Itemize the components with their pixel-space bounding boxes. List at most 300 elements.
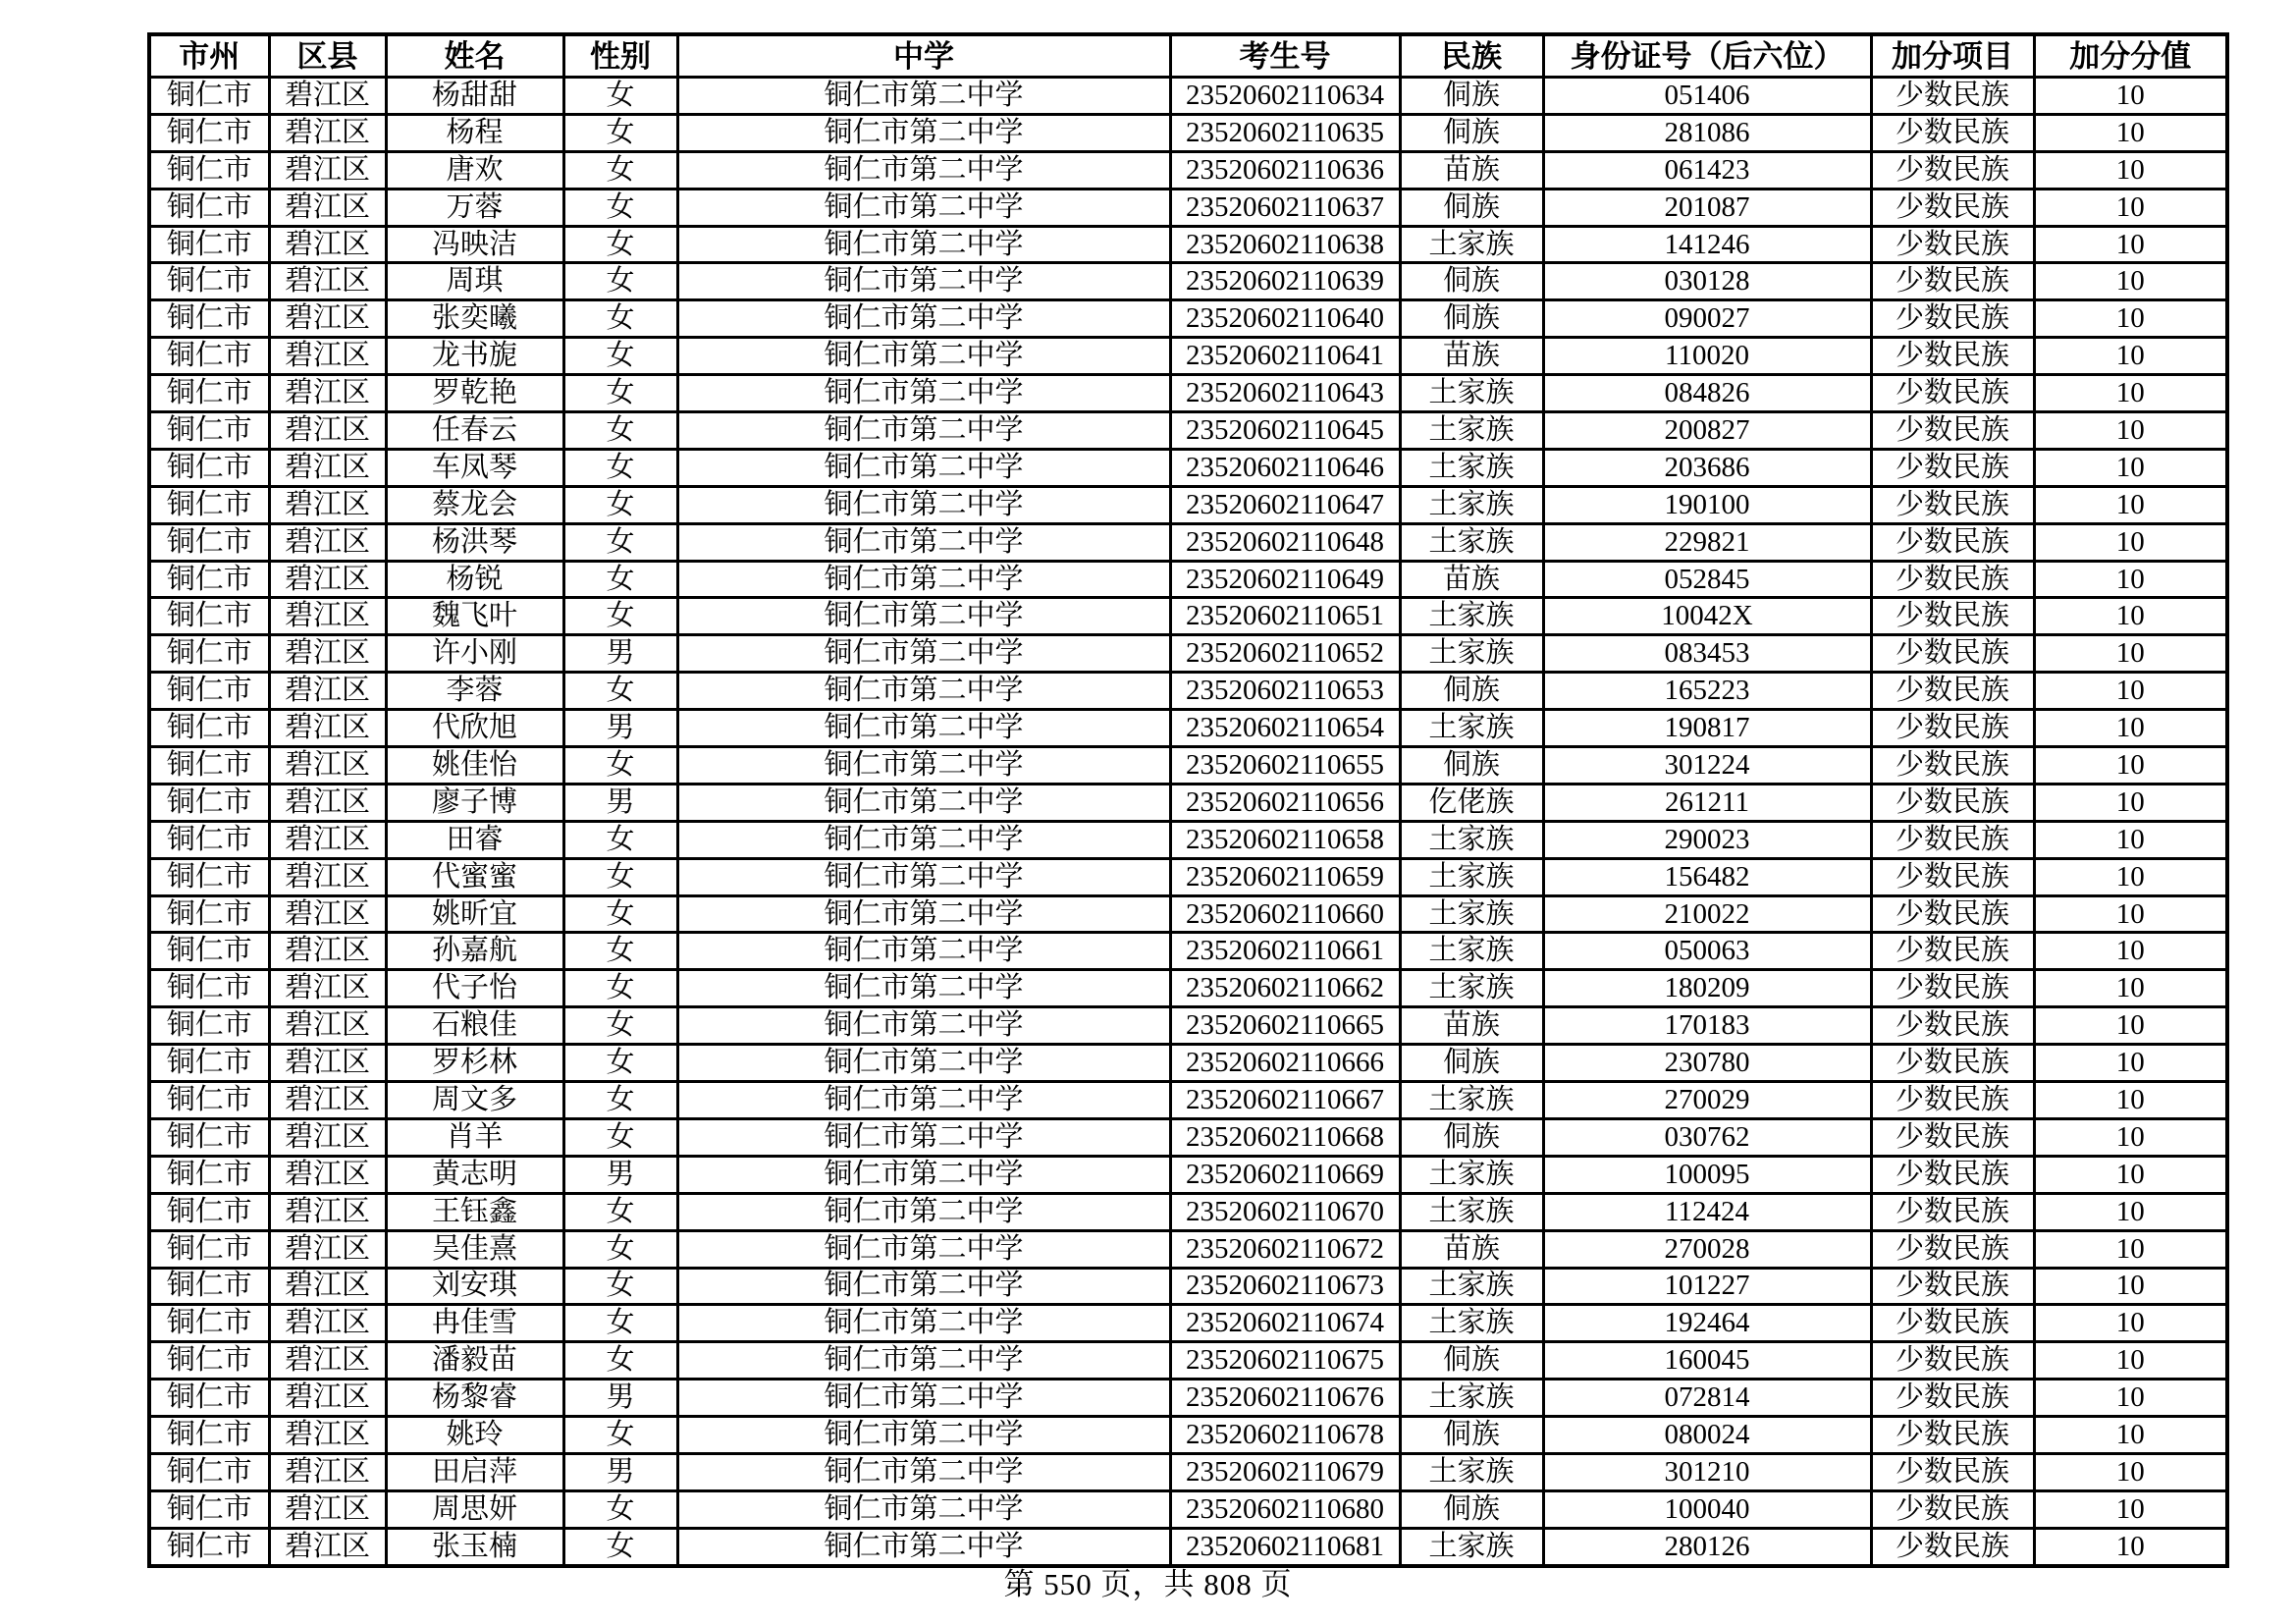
table-cell: 女: [563, 970, 677, 1007]
table-cell: 铜仁市第二中学: [677, 784, 1170, 821]
column-header-city: 市州: [149, 34, 269, 78]
table-cell: 潘毅苗: [386, 1342, 563, 1380]
table-cell: 190817: [1543, 710, 1871, 747]
table-cell: 160045: [1543, 1342, 1871, 1380]
table-cell: 270028: [1543, 1230, 1871, 1268]
table-cell: 碧江区: [269, 858, 386, 895]
table-cell: 301224: [1543, 747, 1871, 785]
table-cell: 李蓉: [386, 673, 563, 710]
table-cell: 051406: [1543, 78, 1871, 115]
table-cell: 10: [2034, 673, 2227, 710]
table-cell: 铜仁市: [149, 189, 269, 226]
table-cell: 代蜜蜜: [386, 858, 563, 895]
table-cell: 铜仁市: [149, 486, 269, 523]
table-cell: 23520602110653: [1170, 673, 1400, 710]
table-cell: 土家族: [1400, 1268, 1543, 1305]
table-cell: 周文多: [386, 1082, 563, 1119]
table-cell: 铜仁市: [149, 523, 269, 561]
table-cell: 少数民族: [1871, 784, 2034, 821]
table-cell: 200827: [1543, 412, 1871, 450]
table-cell: 铜仁市第二中学: [677, 338, 1170, 375]
table-cell: 270029: [1543, 1082, 1871, 1119]
table-cell: 铜仁市: [149, 1156, 269, 1193]
table-cell: 女: [563, 1193, 677, 1230]
table-cell: 铜仁市: [149, 151, 269, 189]
table-cell: 铜仁市第二中学: [677, 561, 1170, 598]
table-cell: 少数民族: [1871, 1118, 2034, 1156]
table-cell: 碧江区: [269, 747, 386, 785]
table-cell: 少数民族: [1871, 300, 2034, 338]
table-cell: 土家族: [1400, 412, 1543, 450]
table-cell: 10: [2034, 561, 2227, 598]
table-cell: 铜仁市: [149, 300, 269, 338]
table-cell: 铜仁市: [149, 895, 269, 933]
table-cell: 铜仁市: [149, 1045, 269, 1082]
table-cell: 土家族: [1400, 598, 1543, 635]
table-cell: 201087: [1543, 189, 1871, 226]
table-cell: 铜仁市: [149, 635, 269, 673]
table-cell: 280126: [1543, 1528, 1871, 1565]
table-cell: 吴佳熹: [386, 1230, 563, 1268]
table-cell: 23520602110652: [1170, 635, 1400, 673]
column-header-bonus-value: 加分分值: [2034, 34, 2227, 78]
table-cell: 23520602110655: [1170, 747, 1400, 785]
table-cell: 碧江区: [269, 1007, 386, 1045]
column-header-candidate-number: 考生号: [1170, 34, 1400, 78]
table-cell: 侗族: [1400, 1045, 1543, 1082]
table-cell: 土家族: [1400, 821, 1543, 858]
table-cell: 少数民族: [1871, 1305, 2034, 1342]
table-row: [149, 1453, 2227, 1490]
table-cell: 23520602110639: [1170, 263, 1400, 300]
table-cell: 10: [2034, 821, 2227, 858]
table-cell: 203686: [1543, 449, 1871, 486]
table-cell: 苗族: [1400, 561, 1543, 598]
table-row: [149, 1045, 2227, 1082]
table-cell: 10: [2034, 710, 2227, 747]
table-cell: 23520602110668: [1170, 1118, 1400, 1156]
table-cell: 铜仁市: [149, 114, 269, 151]
table-cell: 少数民族: [1871, 858, 2034, 895]
table-cell: 10: [2034, 486, 2227, 523]
table-cell: 23520602110660: [1170, 895, 1400, 933]
column-header-bonus-item: 加分项目: [1871, 34, 2034, 78]
table-row: [149, 784, 2227, 821]
table-cell: 少数民族: [1871, 1082, 2034, 1119]
table-cell: 101227: [1543, 1268, 1871, 1305]
table-cell: 女: [563, 1490, 677, 1528]
table-cell: 少数民族: [1871, 1380, 2034, 1417]
table-cell: 10: [2034, 114, 2227, 151]
column-header-ethnicity: 民族: [1400, 34, 1543, 78]
table-row: [149, 78, 2227, 115]
table-row: [149, 226, 2227, 263]
table-cell: 碧江区: [269, 1118, 386, 1156]
table-cell: 10: [2034, 523, 2227, 561]
table-cell: 铜仁市: [149, 375, 269, 412]
table-cell: 碧江区: [269, 1045, 386, 1082]
table-cell: 261211: [1543, 784, 1871, 821]
table-cell: 铜仁市: [149, 1453, 269, 1490]
table-cell: 侗族: [1400, 1417, 1543, 1454]
table-cell: 万蓉: [386, 189, 563, 226]
table-cell: 23520602110659: [1170, 858, 1400, 895]
table-row: [149, 263, 2227, 300]
table-cell: 张玉楠: [386, 1528, 563, 1565]
table-cell: 土家族: [1400, 1193, 1543, 1230]
table-cell: 女: [563, 1045, 677, 1082]
table-cell: 女: [563, 1268, 677, 1305]
table-cell: 141246: [1543, 226, 1871, 263]
table-cell: 侗族: [1400, 673, 1543, 710]
table-header: [149, 34, 2227, 78]
table-cell: 23520602110648: [1170, 523, 1400, 561]
table-cell: 23520602110675: [1170, 1342, 1400, 1380]
table-cell: 女: [563, 747, 677, 785]
table-cell: 铜仁市: [149, 673, 269, 710]
table-cell: 铜仁市: [149, 561, 269, 598]
table-cell: 周思妍: [386, 1490, 563, 1528]
table-cell: 铜仁市第二中学: [677, 375, 1170, 412]
table-cell: 土家族: [1400, 933, 1543, 970]
table-cell: 碧江区: [269, 412, 386, 450]
table-cell: 10: [2034, 412, 2227, 450]
table-cell: 土家族: [1400, 226, 1543, 263]
table-cell: 男: [563, 1380, 677, 1417]
table-cell: 少数民族: [1871, 1490, 2034, 1528]
table-cell: 少数民族: [1871, 486, 2034, 523]
table-cell: 周琪: [386, 263, 563, 300]
table-cell: 男: [563, 1453, 677, 1490]
table-cell: 23520602110674: [1170, 1305, 1400, 1342]
table-row: [149, 1417, 2227, 1454]
table-cell: 180209: [1543, 970, 1871, 1007]
table-cell: 铜仁市第二中学: [677, 747, 1170, 785]
table-cell: 少数民族: [1871, 226, 2034, 263]
table-cell: 23520602110647: [1170, 486, 1400, 523]
table-cell: 碧江区: [269, 1193, 386, 1230]
table-cell: 10: [2034, 1528, 2227, 1565]
table-cell: 10: [2034, 1082, 2227, 1119]
table-cell: 女: [563, 114, 677, 151]
table-cell: 铜仁市第二中学: [677, 933, 1170, 970]
table-cell: 10: [2034, 1193, 2227, 1230]
table-cell: 侗族: [1400, 263, 1543, 300]
table-cell: 10: [2034, 449, 2227, 486]
table-cell: 23520602110643: [1170, 375, 1400, 412]
table-cell: 110020: [1543, 338, 1871, 375]
table-cell: 代子怡: [386, 970, 563, 1007]
table-cell: 女: [563, 821, 677, 858]
table-cell: 10: [2034, 1417, 2227, 1454]
table-cell: 229821: [1543, 523, 1871, 561]
table-row: [149, 1082, 2227, 1119]
table-cell: 碧江区: [269, 1490, 386, 1528]
table-cell: 10: [2034, 784, 2227, 821]
table-cell: 23520602110641: [1170, 338, 1400, 375]
table-cell: 铜仁市第二中学: [677, 78, 1170, 115]
table-cell: 23520602110645: [1170, 412, 1400, 450]
table-cell: 侗族: [1400, 78, 1543, 115]
table-cell: 23520602110636: [1170, 151, 1400, 189]
table-cell: 铜仁市第二中学: [677, 1453, 1170, 1490]
page-number-footer: 第 550 页，共 808 页: [1003, 1567, 1293, 1601]
table-cell: 23520602110681: [1170, 1528, 1400, 1565]
table-cell: 碧江区: [269, 970, 386, 1007]
table-cell: 碧江区: [269, 561, 386, 598]
table-cell: 碧江区: [269, 189, 386, 226]
table-cell: 铜仁市第二中学: [677, 523, 1170, 561]
table-cell: 少数民族: [1871, 561, 2034, 598]
table-cell: 铜仁市第二中学: [677, 1118, 1170, 1156]
table-cell: 土家族: [1400, 1082, 1543, 1119]
table-cell: 23520602110637: [1170, 189, 1400, 226]
table-cell: 铜仁市: [149, 1490, 269, 1528]
table-cell: 23520602110634: [1170, 78, 1400, 115]
table-row: [149, 970, 2227, 1007]
table-cell: 铜仁市第二中学: [677, 449, 1170, 486]
table-cell: 碧江区: [269, 598, 386, 635]
table-cell: 女: [563, 449, 677, 486]
table-cell: 10: [2034, 635, 2227, 673]
table-cell: 苗族: [1400, 1230, 1543, 1268]
table-row: [149, 1007, 2227, 1045]
table-row: [149, 1342, 2227, 1380]
table-cell: 030128: [1543, 263, 1871, 300]
table-cell: 魏飞叶: [386, 598, 563, 635]
table-cell: 土家族: [1400, 375, 1543, 412]
column-header-district: 区县: [269, 34, 386, 78]
table-cell: 铜仁市: [149, 1268, 269, 1305]
table-cell: 铜仁市第二中学: [677, 970, 1170, 1007]
table-cell: 铜仁市: [149, 1007, 269, 1045]
table-cell: 铜仁市第二中学: [677, 635, 1170, 673]
table-cell: 少数民族: [1871, 151, 2034, 189]
table-cell: 廖子博: [386, 784, 563, 821]
table-cell: 唐欢: [386, 151, 563, 189]
table-cell: 10: [2034, 933, 2227, 970]
table-cell: 蔡龙会: [386, 486, 563, 523]
table-cell: 侗族: [1400, 189, 1543, 226]
table-cell: 龙书旎: [386, 338, 563, 375]
table-cell: 许小刚: [386, 635, 563, 673]
table-cell: 碧江区: [269, 114, 386, 151]
table-cell: 23520602110646: [1170, 449, 1400, 486]
table-cell: 铜仁市第二中学: [677, 189, 1170, 226]
table-cell: 苗族: [1400, 1007, 1543, 1045]
table-cell: 土家族: [1400, 1453, 1543, 1490]
table-cell: 100095: [1543, 1156, 1871, 1193]
table-cell: 156482: [1543, 858, 1871, 895]
table-cell: 10: [2034, 151, 2227, 189]
table-cell: 铜仁市: [149, 1342, 269, 1380]
table-cell: 杨锐: [386, 561, 563, 598]
table-cell: 女: [563, 673, 677, 710]
table-cell: 侗族: [1400, 300, 1543, 338]
table-cell: 铜仁市: [149, 970, 269, 1007]
table-cell: 铜仁市第二中学: [677, 1342, 1170, 1380]
table-cell: 土家族: [1400, 523, 1543, 561]
table-row: [149, 710, 2227, 747]
table-cell: 少数民族: [1871, 1453, 2034, 1490]
table-cell: 铜仁市: [149, 78, 269, 115]
table-cell: 女: [563, 78, 677, 115]
table-cell: 碧江区: [269, 338, 386, 375]
table-cell: 铜仁市: [149, 1305, 269, 1342]
table-cell: 170183: [1543, 1007, 1871, 1045]
table-cell: 铜仁市第二中学: [677, 1156, 1170, 1193]
table-cell: 23520602110669: [1170, 1156, 1400, 1193]
table-cell: 女: [563, 523, 677, 561]
bonus-points-table: [147, 32, 2229, 1568]
table-cell: 少数民族: [1871, 114, 2034, 151]
table-cell: 030762: [1543, 1118, 1871, 1156]
table-cell: 罗杉林: [386, 1045, 563, 1082]
table-cell: 女: [563, 1417, 677, 1454]
table-row: [149, 1193, 2227, 1230]
table-cell: 女: [563, 338, 677, 375]
table-row: [149, 1230, 2227, 1268]
table-cell: 女: [563, 1305, 677, 1342]
table-cell: 少数民族: [1871, 1156, 2034, 1193]
table-cell: 084826: [1543, 375, 1871, 412]
table-cell: 碧江区: [269, 226, 386, 263]
table-row: [149, 1380, 2227, 1417]
table-cell: 铜仁市第二中学: [677, 598, 1170, 635]
table-cell: 铜仁市第二中学: [677, 1380, 1170, 1417]
table-cell: 少数民族: [1871, 412, 2034, 450]
table-cell: 301210: [1543, 1453, 1871, 1490]
table-cell: 23520602110673: [1170, 1268, 1400, 1305]
table-row: [149, 486, 2227, 523]
table-row: [149, 747, 2227, 785]
table-cell: 铜仁市第二中学: [677, 710, 1170, 747]
table-cell: 田启萍: [386, 1453, 563, 1490]
table-cell: 少数民族: [1871, 747, 2034, 785]
table-cell: 10: [2034, 970, 2227, 1007]
table-cell: 铜仁市第二中学: [677, 1045, 1170, 1082]
table-cell: 10: [2034, 1305, 2227, 1342]
table-cell: 10: [2034, 1156, 2227, 1193]
table-cell: 083453: [1543, 635, 1871, 673]
table-cell: 碧江区: [269, 1380, 386, 1417]
table-cell: 铜仁市: [149, 412, 269, 450]
table-cell: 铜仁市第二中学: [677, 300, 1170, 338]
table-cell: 土家族: [1400, 1156, 1543, 1193]
table-cell: 铜仁市: [149, 1528, 269, 1565]
table-cell: 铜仁市: [149, 858, 269, 895]
table-cell: 女: [563, 226, 677, 263]
table-cell: 女: [563, 300, 677, 338]
table-cell: 23520602110667: [1170, 1082, 1400, 1119]
table-cell: 张奕曦: [386, 300, 563, 338]
table-cell: 铜仁市: [149, 598, 269, 635]
table-cell: 碧江区: [269, 151, 386, 189]
table-cell: 女: [563, 561, 677, 598]
table-cell: 女: [563, 858, 677, 895]
table-cell: 铜仁市第二中学: [677, 1230, 1170, 1268]
table-cell: 少数民族: [1871, 635, 2034, 673]
table-cell: 23520602110656: [1170, 784, 1400, 821]
table-cell: 10: [2034, 1045, 2227, 1082]
column-header-name: 姓名: [386, 34, 563, 78]
table-cell: 少数民族: [1871, 1045, 2034, 1082]
table-cell: 铜仁市: [149, 263, 269, 300]
table-cell: 土家族: [1400, 486, 1543, 523]
table-cell: 10: [2034, 747, 2227, 785]
table-cell: 23520602110654: [1170, 710, 1400, 747]
table-cell: 土家族: [1400, 1305, 1543, 1342]
table-cell: 165223: [1543, 673, 1871, 710]
table-cell: 铜仁市第二中学: [677, 1193, 1170, 1230]
table-cell: 铜仁市: [149, 747, 269, 785]
table-cell: 女: [563, 189, 677, 226]
table-cell: 冉佳雪: [386, 1305, 563, 1342]
table-cell: 少数民族: [1871, 523, 2034, 561]
table-cell: 铜仁市: [149, 710, 269, 747]
table-cell: 任春云: [386, 412, 563, 450]
table-cell: 孙嘉航: [386, 933, 563, 970]
table-cell: 少数民族: [1871, 1230, 2034, 1268]
table-cell: 铜仁市: [149, 1380, 269, 1417]
table-cell: 碧江区: [269, 895, 386, 933]
table-cell: 少数民族: [1871, 1268, 2034, 1305]
table-row: [149, 114, 2227, 151]
table-cell: 少数民族: [1871, 970, 2034, 1007]
table-cell: 土家族: [1400, 895, 1543, 933]
table-cell: 23520602110662: [1170, 970, 1400, 1007]
table-row: [149, 1305, 2227, 1342]
table-cell: 女: [563, 1118, 677, 1156]
table-cell: 铜仁市第二中学: [677, 1007, 1170, 1045]
table-row: [149, 598, 2227, 635]
table-cell: 铜仁市第二中学: [677, 673, 1170, 710]
table-row: [149, 338, 2227, 375]
table-cell: 碧江区: [269, 1156, 386, 1193]
table-cell: 铜仁市第二中学: [677, 821, 1170, 858]
table-cell: 土家族: [1400, 449, 1543, 486]
table-cell: 铜仁市第二中学: [677, 486, 1170, 523]
table-cell: 052845: [1543, 561, 1871, 598]
table-cell: 10: [2034, 338, 2227, 375]
table-cell: 铜仁市第二中学: [677, 151, 1170, 189]
table-cell: 碧江区: [269, 710, 386, 747]
table-cell: 210022: [1543, 895, 1871, 933]
table-cell: 少数民族: [1871, 78, 2034, 115]
table-cell: 石粮佳: [386, 1007, 563, 1045]
table-cell: 112424: [1543, 1193, 1871, 1230]
table-cell: 10: [2034, 78, 2227, 115]
table-row: [149, 673, 2227, 710]
table-cell: 土家族: [1400, 970, 1543, 1007]
table-cell: 田睿: [386, 821, 563, 858]
table-cell: 碧江区: [269, 375, 386, 412]
table-cell: 23520602110670: [1170, 1193, 1400, 1230]
table-row: [149, 821, 2227, 858]
table-cell: 192464: [1543, 1305, 1871, 1342]
table-cell: 10: [2034, 1230, 2227, 1268]
table-cell: 080024: [1543, 1417, 1871, 1454]
table-cell: 23520602110638: [1170, 226, 1400, 263]
table-cell: 23520602110678: [1170, 1417, 1400, 1454]
table-cell: 铜仁市第二中学: [677, 263, 1170, 300]
table-cell: 铜仁市第二中学: [677, 412, 1170, 450]
table-cell: 少数民族: [1871, 933, 2034, 970]
table-cell: 铜仁市: [149, 449, 269, 486]
table-cell: 10: [2034, 1007, 2227, 1045]
table-cell: 碧江区: [269, 449, 386, 486]
table-cell: 男: [563, 1156, 677, 1193]
